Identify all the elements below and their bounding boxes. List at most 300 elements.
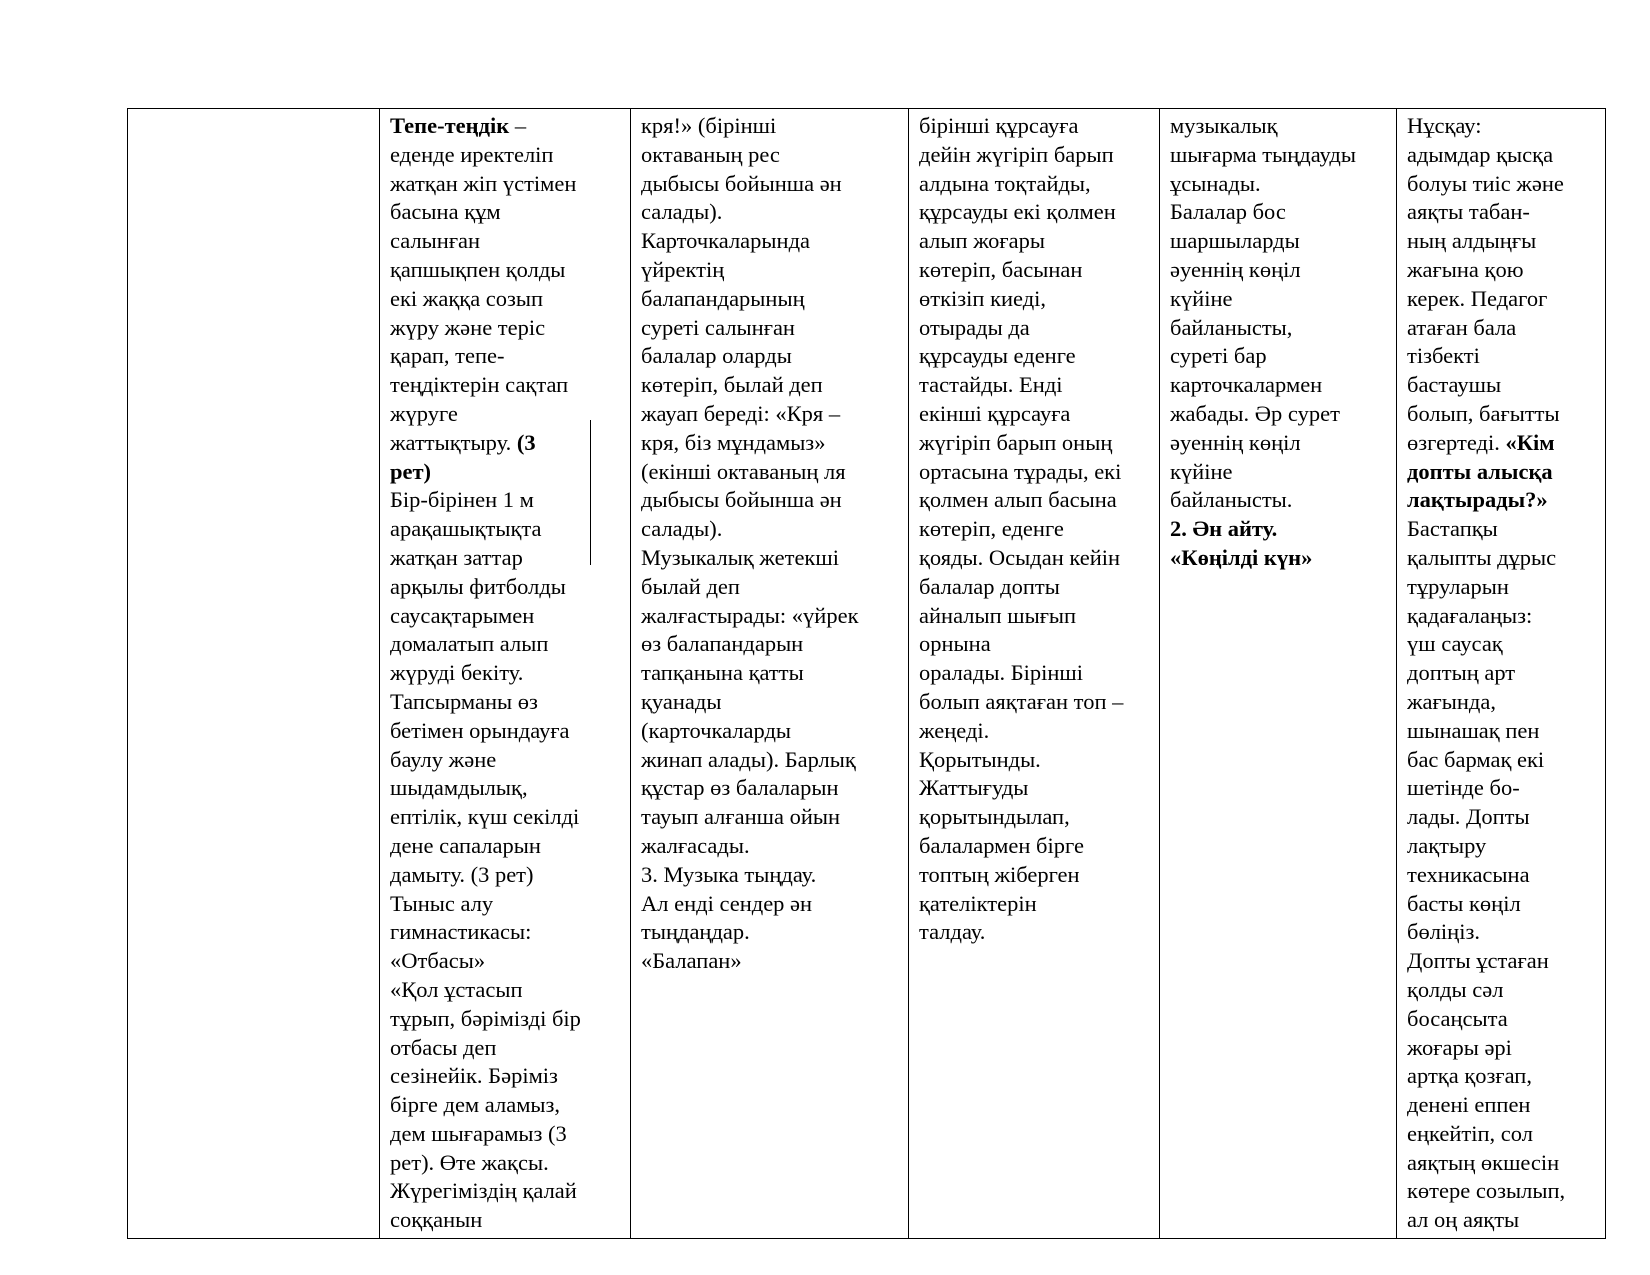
text-run: жалғасады. <box>641 832 750 858</box>
text-line <box>1407 947 1599 976</box>
text-line <box>641 458 902 487</box>
text-line <box>390 1206 624 1235</box>
text-line <box>1407 486 1599 515</box>
text-run: қалыпты дұрыс <box>1407 544 1557 570</box>
text-run: Музыкалық жетекші <box>641 544 839 570</box>
text-line <box>1170 256 1390 285</box>
text-run: қолмен алып басына <box>919 487 1117 513</box>
text-line <box>390 746 624 775</box>
text-line <box>1170 458 1390 487</box>
text-line <box>390 198 624 227</box>
text-run: сезінейік. Бәріміз <box>390 1063 558 1089</box>
text-run: үш саусақ <box>1407 631 1503 657</box>
text-run: ортасына тұрады, екі <box>919 458 1122 484</box>
text-run: тыңдаңдар. <box>641 919 750 945</box>
text-run: тастайды. Енді <box>919 372 1063 398</box>
text-run: дем шығарамыз (3 <box>390 1120 567 1146</box>
text-run: тауып алғанша ойын <box>641 804 841 830</box>
text-run: артқа қозғап, <box>1407 1063 1532 1089</box>
text-run: Бастапқы <box>1407 516 1498 542</box>
text-run: екінші құрсауға <box>919 400 1071 426</box>
text-line <box>390 1120 624 1149</box>
text-line <box>919 486 1153 515</box>
text-run: керек. Педагог <box>1407 285 1548 311</box>
text-run: тапқанына қатты <box>641 660 804 686</box>
table-cell-col-4 <box>909 109 1160 1239</box>
text-run: өткізіп киеді, <box>919 285 1047 311</box>
text-line <box>390 630 624 659</box>
text-line <box>1407 1120 1599 1149</box>
text-line <box>1170 429 1390 458</box>
text-line <box>390 112 624 141</box>
text-run: шығарма тыңдауды <box>1170 141 1356 167</box>
text-line <box>641 890 902 919</box>
text-run: қуанады <box>641 688 722 714</box>
text-line <box>919 170 1153 199</box>
text-line <box>641 602 902 631</box>
text-run: шаршыларды <box>1170 228 1300 254</box>
text-line <box>641 285 902 314</box>
text-line <box>390 918 624 947</box>
text-run: «Отбасы» <box>390 948 486 974</box>
text-line <box>641 429 902 458</box>
text-run: көтеріп, еденге <box>919 516 1064 542</box>
text-line <box>1170 141 1390 170</box>
text-run: жабады. Әр сурет <box>1170 400 1340 426</box>
text-line <box>1407 573 1599 602</box>
table-cell-col-3 <box>631 109 909 1239</box>
text-run: дене сапаларын <box>390 832 541 858</box>
text-run: болуы тиіс және <box>1407 170 1564 196</box>
text-run: адымдар қысқа <box>1407 141 1554 167</box>
text-line <box>1407 227 1599 256</box>
text-run: қояды. Осыдан кейін <box>919 544 1121 570</box>
text-run: отырады да <box>919 314 1030 340</box>
text-line <box>919 602 1153 631</box>
text-run: суреті бар <box>1170 343 1267 369</box>
text-run: Тепе-теңдік <box>390 113 510 138</box>
text-line <box>390 573 624 602</box>
text-run: көтеріп, былай деп <box>641 372 823 398</box>
text-run: 3. Музыка тыңдау. <box>641 861 817 887</box>
text-line <box>919 285 1153 314</box>
text-line <box>919 141 1153 170</box>
text-run: құстар өз балаларын <box>641 775 839 801</box>
text-run: Жаттығуды <box>919 775 1029 801</box>
text-run: Нұсқау: <box>1407 113 1482 138</box>
text-run: Бір-бірінен 1 м <box>390 487 534 513</box>
text-run: бөліңіз. <box>1407 919 1480 945</box>
text-run: балалар допты <box>919 573 1060 599</box>
text-run: болып аяқтаған топ – <box>919 688 1124 714</box>
text-line <box>1407 746 1599 775</box>
table-cell-col-1 <box>128 109 380 1239</box>
text-line <box>1170 544 1390 573</box>
text-line <box>1407 1062 1599 1091</box>
text-run: ның алдыңғы <box>1407 228 1537 254</box>
text-line <box>1407 1091 1599 1120</box>
text-run: карточкалармен <box>1170 372 1323 398</box>
text-line <box>641 630 902 659</box>
text-line <box>390 659 624 688</box>
text-line <box>390 314 624 343</box>
text-run: Тапсырманы өз <box>390 688 538 714</box>
text-run: салады). <box>641 516 723 542</box>
text-line <box>390 1062 624 1091</box>
text-run: ептілік, күш секілді <box>390 804 580 830</box>
text-run: жағына қою <box>1407 256 1524 282</box>
text-line <box>641 170 902 199</box>
text-run: ал оң аяқты <box>1407 1207 1520 1233</box>
text-line <box>641 688 902 717</box>
text-run: топтың жіберген <box>919 861 1080 887</box>
text-run: баулу және <box>390 746 497 772</box>
text-line <box>919 314 1153 343</box>
text-line <box>1407 285 1599 314</box>
text-line <box>919 342 1153 371</box>
text-line <box>1407 803 1599 832</box>
text-run: Тыныс алу <box>390 890 494 916</box>
table-cell-col-6 <box>1397 109 1606 1239</box>
text-run: айналып шығып <box>919 602 1077 628</box>
text-line <box>390 602 624 631</box>
text-line <box>919 573 1153 602</box>
text-line <box>919 688 1153 717</box>
text-run: денені еппен <box>1407 1092 1531 1118</box>
text-line <box>1407 630 1599 659</box>
text-run: дейін жүгіріп барып <box>919 141 1114 167</box>
text-line <box>390 717 624 746</box>
text-run: басына құм <box>390 199 501 225</box>
text-run: күйіне <box>1170 285 1233 311</box>
text-line <box>1407 544 1599 573</box>
text-line <box>919 429 1153 458</box>
text-line <box>919 458 1153 487</box>
text-run: өзгертеді. <box>1407 429 1506 455</box>
text-line <box>1407 198 1599 227</box>
text-line <box>641 947 902 976</box>
text-line <box>1407 1005 1599 1034</box>
text-run: қолды сәл <box>1407 976 1504 1002</box>
text-run: доптың арт <box>1407 660 1516 686</box>
text-line <box>919 832 1153 861</box>
text-line <box>919 746 1153 775</box>
text-line <box>1170 486 1390 515</box>
text-run: алдына тоқтайды, <box>919 170 1091 196</box>
text-line <box>641 717 902 746</box>
text-line <box>1407 688 1599 717</box>
text-run: босаңсыта <box>1407 1005 1508 1031</box>
text-line <box>641 774 902 803</box>
text-run: қадағалаңыз: <box>1407 602 1533 628</box>
text-line <box>641 256 902 285</box>
text-line <box>919 890 1153 919</box>
text-run: жалғастырады: «үйрек <box>641 602 859 628</box>
text-run: музыкалық <box>1170 113 1278 138</box>
text-run: Жүрегіміздің қалай <box>390 1178 577 1204</box>
text-line <box>1170 198 1390 227</box>
text-line <box>641 400 902 429</box>
text-line <box>641 112 902 141</box>
text-line <box>1407 774 1599 803</box>
text-run: жатқан жіп үстімен <box>390 170 577 196</box>
text-run: салады). <box>641 199 723 225</box>
text-run: орнына <box>919 631 991 657</box>
text-run: кря!» (бірінші <box>641 113 777 138</box>
text-line <box>919 544 1153 573</box>
text-line <box>1407 170 1599 199</box>
text-line <box>390 688 624 717</box>
text-line <box>390 256 624 285</box>
text-run: (екінші октаваның ля <box>641 458 846 484</box>
text-run: рет). Өте жақсы. <box>390 1149 549 1175</box>
text-line <box>1407 832 1599 861</box>
text-line <box>1407 256 1599 285</box>
text-run: 2. Ән айту. <box>1170 516 1278 542</box>
text-run: дыбысы бойынша ән <box>641 487 842 513</box>
text-line <box>919 256 1153 285</box>
text-run: алып жоғары <box>919 228 1046 254</box>
text-line <box>641 515 902 544</box>
text-line <box>641 198 902 227</box>
text-line <box>641 832 902 861</box>
text-line <box>1407 112 1599 141</box>
text-run: техникасына <box>1407 861 1530 887</box>
table-row <box>128 109 1606 1239</box>
text-line <box>1407 1206 1599 1235</box>
text-line <box>919 400 1153 429</box>
text-run: жеңеді. <box>919 717 990 743</box>
text-run: «Балапан» <box>641 948 742 974</box>
text-run: былай деп <box>641 573 740 599</box>
text-line <box>1407 400 1599 429</box>
text-run: балалармен бірге <box>919 832 1084 858</box>
text-line <box>390 861 624 890</box>
text-line <box>641 342 902 371</box>
text-run: басты көңіл <box>1407 890 1521 916</box>
text-line <box>1407 141 1599 170</box>
text-line <box>390 486 624 515</box>
text-run: жатқан заттар <box>390 544 523 570</box>
text-line <box>1407 1034 1599 1063</box>
text-run: Карточкаларында <box>641 228 811 254</box>
text-run: балалар оларды <box>641 343 792 369</box>
text-run: (3 <box>516 429 536 455</box>
text-run: «Кім <box>1505 429 1555 455</box>
text-line <box>1170 515 1390 544</box>
text-line <box>919 861 1153 890</box>
text-line <box>1407 717 1599 746</box>
text-run: шынашақ пен <box>1407 717 1540 743</box>
text-line <box>1407 890 1599 919</box>
text-run: жағында, <box>1407 688 1496 714</box>
text-run: отбасы деп <box>390 1034 497 1060</box>
text-line <box>390 429 624 458</box>
text-run: құрсауды еденге <box>919 343 1076 369</box>
text-run: атаған бала <box>1407 314 1517 340</box>
text-run: қорытындылап, <box>919 804 1070 830</box>
text-line <box>390 285 624 314</box>
table-cell-col-5 <box>1160 109 1397 1239</box>
text-run: шетінде бо- <box>1407 775 1520 801</box>
text-run: лақтырады?» <box>1407 487 1548 513</box>
text-line <box>641 746 902 775</box>
text-run: соққанын <box>390 1207 483 1233</box>
text-run: көтеріп, басынан <box>919 256 1083 282</box>
text-line <box>641 803 902 832</box>
text-line <box>919 659 1153 688</box>
text-run: құрсауды екі қолмен <box>919 199 1116 225</box>
text-run: кря, біз мұндамыз» <box>641 429 826 455</box>
text-run: оралады. Бірінші <box>919 660 1084 686</box>
text-run: бастаушы <box>1407 372 1502 398</box>
text-line <box>919 717 1153 746</box>
text-run: октаваның рес <box>641 141 780 167</box>
text-run: тізбекті <box>1407 343 1480 369</box>
text-line <box>919 112 1153 141</box>
text-line <box>1170 170 1390 199</box>
text-line <box>390 400 624 429</box>
text-run: суреті салынған <box>641 314 795 340</box>
text-line <box>919 371 1153 400</box>
text-line <box>390 371 624 400</box>
text-run: қателіктерін <box>919 890 1037 916</box>
text-run: еденде иректеліп <box>390 141 554 167</box>
text-run: аяқты табан- <box>1407 199 1530 225</box>
text-run: жүруді бекіту. <box>390 660 524 686</box>
text-line <box>1170 314 1390 343</box>
text-run: қапшықпен қолды <box>390 256 566 282</box>
text-run: байланысты, <box>1170 314 1293 340</box>
text-run: (карточкаларды <box>641 717 792 743</box>
text-run: болып, бағытты <box>1407 400 1560 426</box>
text-line <box>641 371 902 400</box>
text-line <box>641 918 902 947</box>
text-line <box>1170 227 1390 256</box>
text-line <box>390 1091 624 1120</box>
text-run: Ал енді сендер ән <box>641 890 813 916</box>
text-run: әуеннің көңіл <box>1170 429 1301 455</box>
text-line <box>1170 342 1390 371</box>
text-line <box>1407 659 1599 688</box>
text-line <box>390 1034 624 1063</box>
text-run: қарап, тепе- <box>390 343 505 369</box>
text-run: теңдіктерін сақтап <box>390 372 569 398</box>
text-line <box>641 141 902 170</box>
text-line <box>1170 112 1390 141</box>
text-line <box>390 1005 624 1034</box>
text-run: дыбысы бойынша ән <box>641 170 842 196</box>
text-run: тұруларын <box>1407 573 1509 599</box>
text-run: жинап алады). Барлық <box>641 746 856 772</box>
text-line <box>1407 342 1599 371</box>
text-line <box>390 803 624 832</box>
text-run: талдау. <box>919 919 986 945</box>
text-run: салынған <box>390 228 481 254</box>
text-line <box>1407 976 1599 1005</box>
text-run: Балалар бос <box>1170 199 1286 225</box>
text-line <box>1170 285 1390 314</box>
text-run: Қорытынды. <box>919 746 1041 772</box>
text-line <box>390 1149 624 1178</box>
text-line <box>641 861 902 890</box>
text-run: бірге дем аламыз, <box>390 1092 561 1118</box>
text-run: күйіне <box>1170 458 1233 484</box>
text-line <box>919 198 1153 227</box>
text-line <box>390 832 624 861</box>
text-line <box>1407 1149 1599 1178</box>
text-run: арақашықтықта <box>390 516 542 542</box>
vertical-rule <box>590 420 591 565</box>
text-line <box>1407 458 1599 487</box>
text-line <box>641 659 902 688</box>
text-run: «Көңілді күн» <box>1170 544 1313 570</box>
text-run: рет) <box>390 458 432 484</box>
text-run: домалатып алып <box>390 631 549 657</box>
table-cell-col-2 <box>380 109 631 1239</box>
text-run: өз балапандарын <box>641 631 804 657</box>
text-run: лады. Допты <box>1407 804 1530 830</box>
text-run: жүруге <box>390 400 458 426</box>
text-line <box>390 947 624 976</box>
text-run: Допты ұстаған <box>1407 948 1549 974</box>
text-run: гимнастикасы: <box>390 919 532 945</box>
text-line <box>390 227 624 256</box>
text-run: еңкейтіп, сол <box>1407 1120 1533 1146</box>
lesson-table <box>127 108 1606 1239</box>
text-run: үйректің <box>641 256 725 282</box>
text-run: саусақтарымен <box>390 602 535 628</box>
text-run: «Қол ұстасып <box>390 976 523 1002</box>
text-line <box>1170 400 1390 429</box>
text-line <box>390 342 624 371</box>
text-line <box>1407 861 1599 890</box>
text-line <box>919 227 1153 256</box>
text-line <box>919 918 1153 947</box>
text-run: ұсынады. <box>1170 170 1261 196</box>
text-run: бетімен орындауға <box>390 717 570 743</box>
text-line <box>390 890 624 919</box>
text-run: жауап береді: «Кря – <box>641 400 841 426</box>
text-run: шыдамдылық, <box>390 775 528 801</box>
text-line <box>641 486 902 515</box>
text-line <box>641 314 902 343</box>
text-line <box>1407 918 1599 947</box>
text-line <box>1407 314 1599 343</box>
text-line <box>919 774 1153 803</box>
text-line <box>390 141 624 170</box>
text-line <box>1407 602 1599 631</box>
text-line <box>919 803 1153 832</box>
text-run: жүгіріп барып оның <box>919 429 1113 455</box>
text-line <box>641 544 902 573</box>
text-run: балапандарының <box>641 285 805 311</box>
text-line <box>1407 429 1599 458</box>
text-run: көтере созылып, <box>1407 1178 1566 1204</box>
text-line <box>390 458 624 487</box>
text-run: аяқтың өкшесін <box>1407 1149 1560 1175</box>
text-line <box>390 544 624 573</box>
text-run: байланысты. <box>1170 487 1293 513</box>
text-line <box>641 227 902 256</box>
text-run: арқылы фитболды <box>390 573 566 599</box>
text-line <box>641 573 902 602</box>
text-run: бірінші құрсауға <box>919 113 1079 138</box>
text-line <box>390 1177 624 1206</box>
text-run: әуеннің көңіл <box>1170 256 1301 282</box>
text-run: тұрып, бәрімізді бір <box>390 1005 581 1031</box>
text-line <box>390 976 624 1005</box>
